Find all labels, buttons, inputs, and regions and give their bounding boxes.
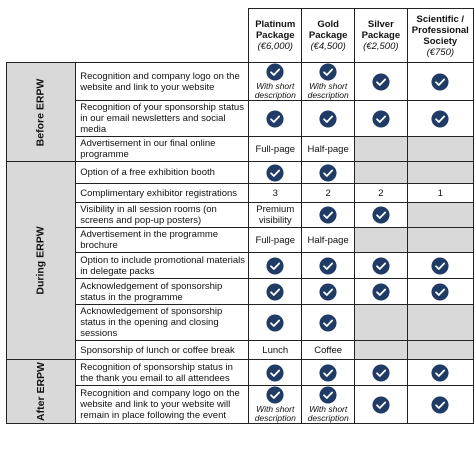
cell-content bbox=[302, 283, 354, 301]
package-cell bbox=[407, 279, 473, 305]
table-row bbox=[7, 253, 474, 279]
package-cell bbox=[249, 279, 302, 305]
check-circle-icon bbox=[431, 257, 449, 275]
cell-content bbox=[355, 257, 406, 275]
table-row bbox=[7, 184, 474, 203]
package-cell bbox=[407, 341, 473, 360]
header-name: Platinum Package bbox=[255, 19, 296, 41]
table-row bbox=[7, 305, 474, 341]
cell-content bbox=[249, 314, 301, 332]
cell-content bbox=[408, 283, 473, 301]
feature-label: Visibility in all session rooms (on screens and pop-up posters) bbox=[76, 203, 249, 228]
check-circle-icon bbox=[319, 164, 337, 182]
short-description-note: With short description bbox=[254, 404, 296, 423]
phase-before-erpw bbox=[7, 63, 76, 162]
check-circle-icon bbox=[319, 283, 337, 301]
package-cell bbox=[407, 162, 473, 184]
feature-label: Recognition of sponsorship status in the thank you email to all attendees bbox=[76, 360, 249, 386]
table-row bbox=[7, 279, 474, 305]
package-cell bbox=[355, 386, 407, 424]
check-circle-icon bbox=[372, 283, 390, 301]
package-cell bbox=[249, 184, 302, 203]
cell-content bbox=[355, 364, 406, 382]
check-circle-icon bbox=[372, 257, 390, 275]
cell-content bbox=[249, 164, 301, 182]
header-silver bbox=[355, 9, 407, 63]
cell-content bbox=[249, 283, 301, 301]
package-cell bbox=[249, 386, 302, 424]
header-price: (€750) bbox=[426, 46, 455, 58]
package-cell bbox=[249, 203, 302, 228]
package-cell bbox=[302, 305, 355, 341]
feature-label: Recognition and company logo on the website and link to your website bbox=[76, 63, 249, 101]
check-circle-icon bbox=[266, 314, 284, 332]
check-circle-icon bbox=[372, 206, 390, 224]
phase-label: During ERPW bbox=[34, 226, 47, 295]
package-cell bbox=[302, 63, 355, 101]
package-cell bbox=[302, 386, 355, 424]
cell-content bbox=[355, 396, 406, 414]
package-cell bbox=[407, 253, 473, 279]
check-circle-icon bbox=[319, 364, 337, 382]
package-cell bbox=[407, 101, 473, 137]
check-circle-icon bbox=[319, 314, 337, 332]
check-circle-icon bbox=[319, 257, 337, 275]
package-cell bbox=[355, 305, 407, 341]
check-circle-icon bbox=[266, 257, 284, 275]
package-cell bbox=[355, 137, 407, 162]
cell-content bbox=[249, 364, 301, 382]
cell-content bbox=[302, 206, 354, 224]
cell-value: Premium visibility bbox=[256, 204, 295, 226]
package-cell bbox=[302, 341, 355, 360]
cell-content bbox=[408, 396, 473, 414]
phase-label: Before ERPW bbox=[34, 78, 47, 146]
feature-label: Acknowledgement of sponsorship status in the programme bbox=[76, 279, 249, 305]
package-cell bbox=[249, 228, 302, 253]
package-cell bbox=[355, 253, 407, 279]
package-cell bbox=[302, 279, 355, 305]
short-description-note: With short description bbox=[307, 404, 349, 423]
package-cell bbox=[355, 162, 407, 184]
header-price: (€2,500) bbox=[363, 41, 399, 52]
package-cell bbox=[249, 162, 302, 184]
cell-content bbox=[249, 110, 301, 128]
cell-content bbox=[408, 110, 473, 128]
cell-value: 2 bbox=[378, 187, 384, 199]
cell-value: Lunch bbox=[262, 344, 289, 356]
sponsorship-table bbox=[6, 8, 474, 424]
table-row bbox=[7, 386, 474, 424]
phase-label: After ERPW bbox=[34, 362, 47, 421]
header-gold bbox=[302, 9, 355, 63]
check-circle-icon bbox=[431, 283, 449, 301]
table-row bbox=[7, 162, 474, 184]
package-cell bbox=[355, 360, 407, 386]
cell-value: 1 bbox=[437, 187, 443, 199]
check-circle-icon bbox=[266, 164, 284, 182]
table-row bbox=[7, 360, 474, 386]
short-description-note: With short description bbox=[307, 81, 349, 100]
feature-label: Advertisement in our final online programme bbox=[76, 137, 249, 162]
package-cell bbox=[249, 341, 302, 360]
feature-label: Acknowledgement of sponsorship status in the opening and closing sessions bbox=[76, 305, 249, 341]
package-cell bbox=[302, 184, 355, 203]
cell-value: 2 bbox=[325, 187, 331, 199]
package-cell bbox=[407, 386, 473, 424]
package-cell bbox=[407, 203, 473, 228]
cell-content bbox=[355, 110, 406, 128]
cell-content bbox=[408, 73, 473, 91]
cell-value: 3 bbox=[272, 187, 278, 199]
table-row bbox=[7, 63, 474, 101]
cell-content bbox=[302, 164, 354, 182]
feature-label: Recognition of your sponsorship status in our email newsletters and social media bbox=[76, 101, 249, 137]
table-row bbox=[7, 203, 474, 228]
check-circle-icon bbox=[372, 110, 390, 128]
header-society bbox=[407, 9, 473, 63]
header-price: (€6,000) bbox=[257, 41, 293, 52]
package-cell bbox=[249, 137, 302, 162]
corner-blank bbox=[7, 9, 76, 63]
package-cell bbox=[355, 341, 407, 360]
cell-content bbox=[302, 257, 354, 275]
package-cell bbox=[355, 279, 407, 305]
package-cell bbox=[407, 63, 473, 101]
table-row bbox=[7, 137, 474, 162]
check-circle-icon bbox=[431, 396, 449, 414]
package-cell bbox=[302, 253, 355, 279]
check-circle-icon bbox=[266, 283, 284, 301]
header-name: Scientific / Professional Society bbox=[411, 13, 469, 47]
check-circle-icon bbox=[372, 396, 390, 414]
package-cell bbox=[249, 360, 302, 386]
package-cell bbox=[407, 228, 473, 253]
package-cell bbox=[355, 203, 407, 228]
package-cell bbox=[249, 101, 302, 137]
check-circle-icon bbox=[319, 63, 337, 81]
cell-content bbox=[302, 63, 354, 100]
package-cell bbox=[302, 203, 355, 228]
package-cell bbox=[355, 101, 407, 137]
cell-content bbox=[302, 110, 354, 128]
package-cell bbox=[302, 101, 355, 137]
package-cell bbox=[407, 360, 473, 386]
package-cell bbox=[407, 305, 473, 341]
feature-label: Complimentary exhibitor registrations bbox=[76, 184, 249, 203]
cell-value: Half-page bbox=[307, 143, 349, 155]
cell-content bbox=[408, 364, 473, 382]
check-circle-icon bbox=[372, 364, 390, 382]
table-row bbox=[7, 341, 474, 360]
phase-during-erpw bbox=[7, 162, 76, 360]
cell-content bbox=[408, 257, 473, 275]
package-cell bbox=[302, 162, 355, 184]
cell-content bbox=[302, 386, 354, 423]
header-platinum bbox=[249, 9, 302, 63]
check-circle-icon bbox=[319, 110, 337, 128]
check-circle-icon bbox=[266, 110, 284, 128]
cell-content bbox=[355, 283, 406, 301]
header-row bbox=[7, 9, 474, 63]
cell-content bbox=[355, 206, 406, 224]
cell-content bbox=[249, 257, 301, 275]
short-description-note: With short description bbox=[254, 81, 296, 100]
feature-label: Option to include promotional materials in delegate packs bbox=[76, 253, 249, 279]
package-cell bbox=[249, 305, 302, 341]
table-row bbox=[7, 228, 474, 253]
check-circle-icon bbox=[431, 364, 449, 382]
package-cell bbox=[302, 228, 355, 253]
header-price: (€4,500) bbox=[310, 41, 346, 52]
package-cell bbox=[355, 63, 407, 101]
package-cell bbox=[355, 184, 407, 203]
check-circle-icon bbox=[319, 386, 337, 404]
check-circle-icon bbox=[431, 73, 449, 91]
package-cell bbox=[355, 228, 407, 253]
check-circle-icon bbox=[431, 110, 449, 128]
check-circle-icon bbox=[266, 364, 284, 382]
package-cell bbox=[302, 137, 355, 162]
check-circle-icon bbox=[372, 73, 390, 91]
package-cell bbox=[407, 184, 473, 203]
cell-value: Full-page bbox=[255, 234, 296, 246]
feature-label: Option of a free exhibition booth bbox=[76, 162, 249, 184]
package-cell bbox=[249, 253, 302, 279]
package-cell bbox=[249, 63, 302, 101]
header-blank bbox=[76, 9, 249, 63]
table-row bbox=[7, 101, 474, 137]
cell-value: Full-page bbox=[255, 143, 296, 155]
feature-label: Sponsorship of lunch or coffee break bbox=[76, 341, 249, 360]
cell-content bbox=[302, 364, 354, 382]
cell-content bbox=[302, 314, 354, 332]
cell-content bbox=[249, 63, 301, 100]
package-cell bbox=[302, 360, 355, 386]
check-circle-icon bbox=[266, 386, 284, 404]
feature-label: Advertisement in the programme brochure bbox=[76, 228, 249, 253]
cell-value: Coffee bbox=[314, 344, 343, 356]
header-name: Silver Package bbox=[361, 19, 401, 41]
cell-content bbox=[355, 73, 406, 91]
feature-label: Recognition and company logo on the website and link to your website will remain in place following the event bbox=[76, 386, 249, 424]
cell-content bbox=[249, 386, 301, 423]
header-name: Gold Package bbox=[308, 19, 348, 41]
package-cell bbox=[407, 137, 473, 162]
check-circle-icon bbox=[319, 206, 337, 224]
phase-after-erpw bbox=[7, 360, 76, 424]
check-circle-icon bbox=[266, 63, 284, 81]
cell-value: Half-page bbox=[307, 234, 349, 246]
